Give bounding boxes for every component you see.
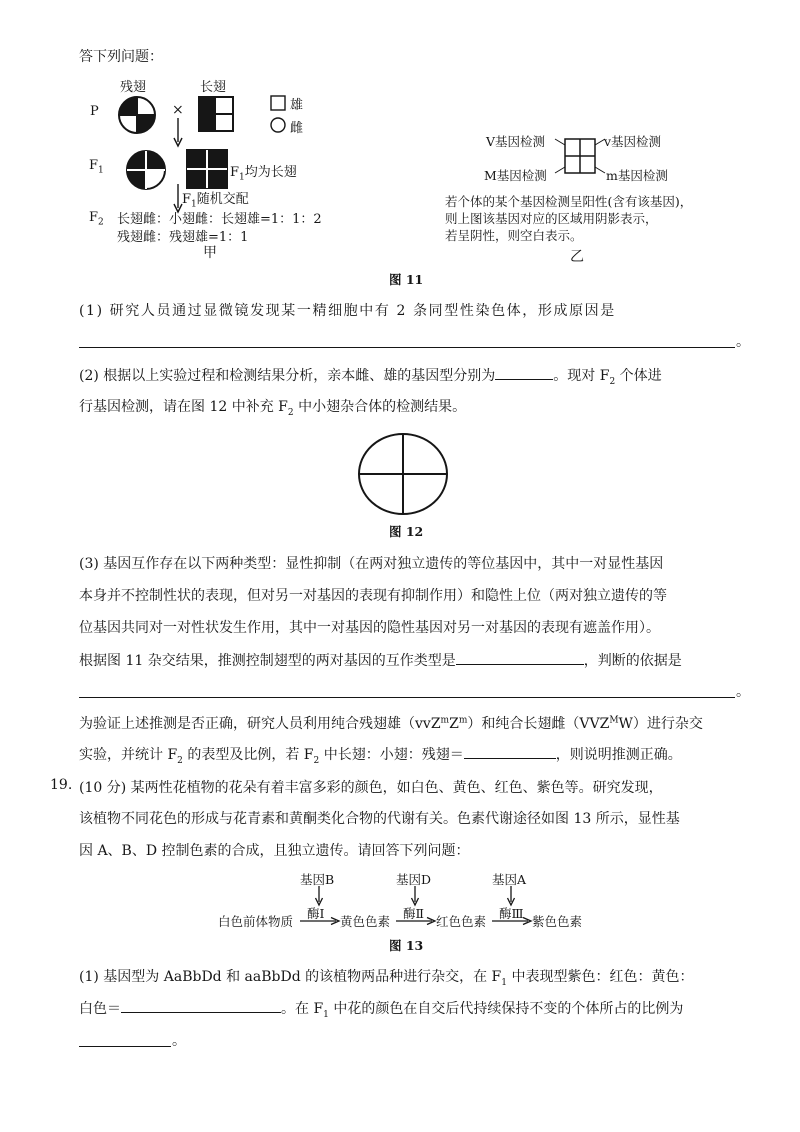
generation-f1-label: $F_1$ bbox=[89, 158, 104, 176]
white-precursor-label: 白色前体物质 bbox=[218, 914, 294, 929]
male-legend-symbol bbox=[270, 95, 286, 111]
q19-1-line2: 白色＝ 。在 $F_1$ 中花的颜色在自交后代持续保持不变的个体所占的比例为 bbox=[79, 998, 683, 1020]
arrow-down-icon bbox=[172, 118, 184, 148]
q2-line1: (2) 根据以上实验过程和检测结果分析，亲本雌、雄的基因型分别为 。现对 $F_2$ 个体进 bbox=[79, 365, 662, 387]
q3-line1: (3) 基因互作存在以下两种类型：显性抑制（在两对独立遗传的等位基因中，其中一对显性基因 bbox=[79, 556, 664, 572]
arrow-down-icon bbox=[314, 886, 324, 906]
yellow-pigment-label: 黄色色素 bbox=[340, 914, 391, 929]
M-gene-label: M基因检测 bbox=[484, 168, 547, 183]
detection-grid bbox=[555, 133, 605, 181]
parent-female-symbol bbox=[117, 95, 157, 135]
female-legend-symbol bbox=[270, 117, 286, 133]
q19-1-ratio-blank[interactable] bbox=[121, 998, 281, 1013]
v-gene-label: v基因检测 bbox=[604, 134, 662, 149]
arrow-right-icon bbox=[492, 916, 532, 926]
f1-female-symbol bbox=[124, 148, 168, 192]
q19-line1: (10 分) 某两性花植物的花朵有着丰富多彩的颜色，如白色、黄色、红色、紫色等。研究发现， bbox=[79, 780, 663, 796]
arrow-down-icon bbox=[410, 886, 420, 906]
gene-A-label: 基因A bbox=[492, 872, 527, 887]
m-gene-label: m基因检测 bbox=[606, 168, 668, 183]
arrow-right-icon bbox=[396, 916, 436, 926]
red-pigment-label: 红色色素 bbox=[436, 914, 487, 929]
cross-sign: × bbox=[172, 102, 184, 118]
figure-jia-caption: 甲 bbox=[203, 245, 217, 261]
arrow-down-icon bbox=[506, 886, 516, 906]
V-gene-label: V基因检测 bbox=[486, 134, 546, 149]
q1-text: (1) 研究人员通过显微镜发现某一精细胞中有 2 条同型性染色体，形成原因是 bbox=[79, 303, 616, 319]
f2-result-line2: 残翅雌：残翅雄=1：1 bbox=[117, 230, 249, 245]
enzyme-3-label: 酶Ⅲ bbox=[499, 906, 524, 921]
yi-note-line3: 若呈阴性，则空白表示。 bbox=[445, 228, 583, 243]
q19-line3: 因 A、B、D 控制色素的合成，且独立遗传。请回答下列问题： bbox=[79, 843, 470, 859]
q3-reason-blank[interactable] bbox=[79, 697, 735, 698]
f1-note: $F_1$均为长翅 bbox=[230, 165, 297, 183]
q19-1-end: 。 bbox=[172, 1033, 186, 1049]
figure-13-title: 图 13 bbox=[389, 938, 424, 953]
arrow-right-icon bbox=[300, 916, 340, 926]
q3-line3: 位基因共同对一对性状发生作用，其中一对基因的隐性基因对另一对基因的表现有遮盖作用）。 bbox=[79, 620, 660, 636]
q19-1-proportion-blank[interactable] bbox=[79, 1046, 171, 1047]
generation-p-label: P bbox=[90, 104, 99, 119]
figure-11-title: 图 11 bbox=[389, 272, 424, 287]
figure-12-circle[interactable] bbox=[357, 432, 449, 516]
q2-line2: 行基因检测，请在图 12 中补充 $F_2$ 中小翅杂合体的检测结果。 bbox=[79, 399, 467, 418]
female-legend-label: 雌 bbox=[290, 121, 304, 136]
f2-result-line1: 长翅雌：小翅雌：长翅雄=1：1：2 bbox=[117, 212, 322, 227]
q19-1-line1: (1) 基因型为 AaBbDd 和 aaBbDd 的该植物两品种进行杂交，在 $F_1$ 中表现型紫色：红色：黄色： bbox=[79, 969, 694, 988]
enzyme-2-label: 酶Ⅱ bbox=[403, 906, 424, 921]
male-legend-label: 雄 bbox=[290, 98, 304, 113]
purple-pigment-label: 紫色色素 bbox=[532, 914, 583, 929]
yi-note-line1: 若个体的某个基因检测呈阳性(含有该基因)， bbox=[445, 194, 693, 209]
mating-note: $F_1$随机交配 bbox=[182, 192, 249, 210]
generation-f2-label: $F_2$ bbox=[89, 210, 104, 228]
gene-B-label: 基因B bbox=[300, 872, 335, 887]
q19-number: 19. bbox=[50, 777, 73, 793]
f1-male-symbol bbox=[186, 149, 228, 189]
enzyme-1-label: 酶Ⅰ bbox=[307, 906, 325, 921]
intro-text: 答下列问题： bbox=[79, 49, 163, 65]
yi-note-line2: 则上图该基因对应的区域用阴影表示， bbox=[445, 211, 658, 226]
parent-long-label: 长翅 bbox=[200, 80, 227, 95]
gene-D-label: 基因D bbox=[396, 872, 432, 887]
q2-genotype-blank[interactable] bbox=[495, 365, 553, 380]
q3-line2: 本身并不控制性状的表现，但对另一对基因的表现有抑制作用）和隐性上位（两对独立遗传的等 bbox=[79, 588, 667, 604]
parent-male-symbol bbox=[198, 96, 234, 132]
q3-line7: 实验，并统计 $F_2$ 的表型及比例，若 $F_2$ 中长翅：小翅：残翅＝ ，则说明推测正确。 bbox=[79, 744, 682, 766]
q1-answer-blank[interactable] bbox=[79, 347, 735, 348]
figure-yi-caption: 乙 bbox=[570, 249, 584, 265]
q3-line6: 为验证上述推测是否正确，研究人员利用纯合残翅雄$(vvZ^mZ^m)$和纯合长翅雌$(VVZ^MW)$进行杂交 bbox=[79, 715, 703, 732]
figure-12-title: 图 12 bbox=[389, 524, 424, 539]
q3-ratio-blank[interactable] bbox=[464, 744, 556, 759]
q3-line4: 根据图 11 杂交结果，推测控制翅型的两对基因的互作类型是 ，判断的依据是 bbox=[79, 650, 682, 670]
q3-line5-end: 。 bbox=[736, 684, 750, 700]
parent-vestigial-label: 残翅 bbox=[120, 80, 147, 95]
q19-line2: 该植物不同花色的形成与花青素和黄酮类化合物的代谢有关。色素代谢途径如图 13 所示，显性基 bbox=[79, 811, 680, 827]
q1-end: 。 bbox=[736, 334, 750, 350]
q3-interaction-type-blank[interactable] bbox=[456, 650, 584, 665]
